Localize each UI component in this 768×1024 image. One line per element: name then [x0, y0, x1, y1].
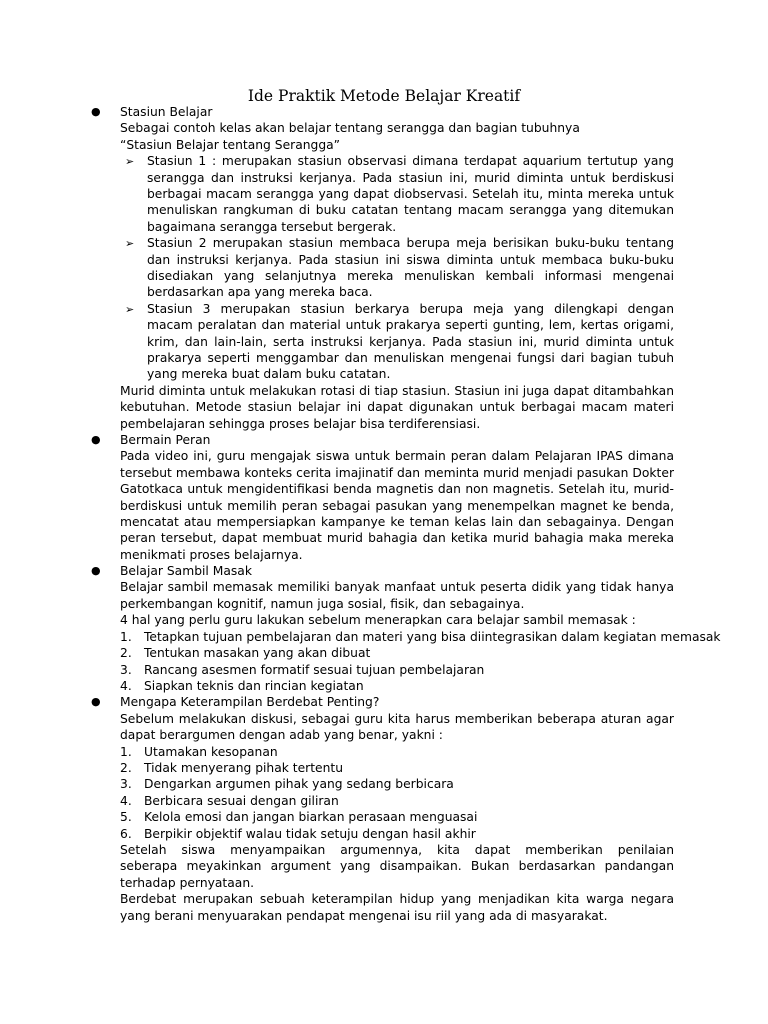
list-number: 1.	[120, 629, 132, 644]
section-heading: Stasiun Belajar	[120, 105, 213, 119]
arrow-list-item-3	[120, 301, 674, 383]
section-4	[91, 694, 674, 924]
list-item-line: prakarya seperti menggambar dan menuliskan mengenai fungsi dari bagian tubuh	[147, 350, 674, 365]
paragraph-line: berdiskusi untuk memilih peran sebagai pasukan yang menempelkan magnet ke benda,	[120, 498, 674, 513]
paragraph-line: terhadap pernyataan.	[120, 875, 255, 890]
numbered-list-item	[120, 662, 674, 678]
paragraph-line: kebutuhan. Metode stasiun belajar ini dapat digunakan untuk berbagai macam materi	[120, 400, 674, 415]
list-item-line: Stasiun 2 merupakan stasiun membaca berupa meja berisikan buku-buku tentang	[147, 236, 674, 251]
paragraph-line: Murid diminta untuk melakukan rotasi di tiap stasiun. Stasiun ini juga dapat ditambahkan	[120, 383, 674, 398]
section-2	[91, 432, 674, 563]
list-item-line: bagaimana serangga tersebut bergerak.	[147, 219, 397, 234]
section-heading: Bermain Peran	[120, 432, 211, 447]
numbered-list-item	[120, 776, 674, 792]
numbered-list-item	[120, 809, 674, 825]
numbered-list-item	[120, 678, 674, 694]
section-3	[91, 563, 721, 694]
list-number: 3.	[120, 777, 132, 792]
list-item-line: krim, dan lain-lain, serta instruksi kerjanya. Pada stasiun ini, murid diminta untuk	[147, 334, 674, 349]
paragraph-line: dapat berargumen dengan adab yang benar, yakni :	[120, 728, 443, 743]
list-item-line: dan instruksi kerjanya. Pada stasiun ini siswa diminta untuk membaca buku-buku	[147, 252, 674, 267]
list-item-line: disediakan yang selanjutnya mereka menuliskan kembali informasi mengenai	[147, 268, 674, 283]
list-item-text: Tidak menyerang pihak tertentu	[144, 760, 344, 775]
numbered-list-item	[120, 760, 674, 776]
list-number: 2.	[120, 646, 132, 661]
document-title: Ide Praktik Metode Belajar Kreatif	[247, 87, 521, 105]
paragraph-line: seberapa meyakinkan argument yang disampaikan. Bukan berdasarkan pandangan	[120, 859, 674, 874]
list-number: 2.	[120, 760, 132, 775]
list-item-line: berbagai macam serangga yang dapat diobservasi. Setelah itu, minta mereka untuk	[147, 187, 674, 201]
list-number: 4.	[120, 678, 132, 693]
list-number: 3.	[120, 662, 132, 677]
list-item-text: Kelola emosi dan jangan biarkan perasaan menguasai	[144, 810, 478, 825]
numbered-list-item	[120, 826, 674, 842]
paragraph-line: yang berani menyuarakan pendapat mengenai isu riil yang ada di masyarakat.	[120, 908, 608, 923]
arrow-bullet-icon: ➢	[125, 302, 135, 316]
list-item-text: Dengarkan argumen pihak yang sedang berbicara	[144, 777, 454, 792]
list-item-line: macam peralatan dan material untuk prakarya seperti gunting, lem, kertas origami,	[147, 318, 674, 333]
section-heading: Belajar Sambil Masak	[120, 564, 252, 579]
bullet-icon: ●	[91, 105, 101, 118]
paragraph-line: Belajar sambil memasak memiliki banyak manfaat untuk peserta didik yang tidak hanya	[120, 580, 674, 595]
paragraph-line: Sebagai contoh kelas akan belajar tentang serangga dan bagian tubuhnya	[120, 121, 580, 136]
arrow-list-item-1	[120, 153, 674, 235]
list-item-line: Stasiun 1 : merupakan stasiun observasi dimana terdapat aquarium tertutup yang	[147, 154, 674, 169]
paragraph-line: perkembangan kognitif, namun juga sosial, fisik, dan sebagainya.	[120, 596, 525, 611]
list-number: 5.	[120, 810, 132, 825]
list-item-text: Berbicara sesuai dengan giliran	[144, 793, 339, 808]
paragraph-line: Pada video ini, guru mengajak siswa untuk bermain peran dalam Pelajaran IPAS dimana	[120, 449, 674, 464]
list-item-line: menuliskan rangkuman di buku catatan tentang macam serangga yang ditemukan	[147, 203, 674, 218]
paragraph-line: Setelah siswa menyampaikan argumennya, kita dapat memberikan penilaian	[120, 842, 674, 857]
numbered-list-item	[120, 645, 674, 661]
numbered-list-item	[120, 744, 674, 760]
paragraph-line: peran tersebut, dapat membuat murid bahagia dan ketika murid bahagia maka mereka	[120, 531, 674, 546]
list-item-line: berdasarkan apa yang mereka baca.	[147, 285, 373, 300]
arrow-bullet-icon: ➢	[125, 237, 135, 251]
list-number: 6.	[120, 826, 132, 841]
list-item-line: yang mereka buat dalam buku catatan.	[147, 367, 391, 382]
paragraph-line: “Stasiun Belajar tentang Serangga”	[120, 137, 341, 152]
list-item-text: Siapkan teknis dan rincian kegiatan	[144, 678, 364, 693]
list-item-line: Stasiun 3 merupakan stasiun berkarya berupa meja yang dilengkapi dengan	[147, 301, 674, 316]
section-1	[91, 104, 674, 432]
document-body	[91, 104, 721, 924]
list-item-text: Rancang asesmen formatif sesuai tujuan pembelajaran	[144, 662, 485, 677]
list-number: 1.	[120, 744, 132, 759]
numbered-list-item	[120, 629, 721, 645]
bullet-icon: ●	[91, 432, 101, 446]
list-item-text: Utamakan kesopanan	[144, 744, 278, 759]
paragraph-line: mencatat atau mempersiapkan kampanye ke teman kelas lain dan sebagainya. Dengan	[120, 514, 674, 529]
list-number: 4.	[120, 793, 132, 808]
paragraph-line: tersebut membawa konteks cerita imajinatif dan meminta murid menjadi pasukan Dokter	[120, 465, 674, 480]
paragraph-line: menikmati proses belajarnya.	[120, 547, 303, 562]
numbered-list-item	[120, 793, 674, 809]
arrow-bullet-icon: ➢	[125, 155, 135, 169]
paragraph-line: pembelajaran sehingga proses belajar bisa terdiferensiasi.	[120, 416, 481, 431]
bullet-icon: ●	[91, 695, 101, 709]
list-item-text: Tentukan masakan yang akan dibuat	[144, 646, 371, 661]
list-item-text: Berpikir objektif walau tidak setuju dengan hasil akhir	[144, 826, 476, 841]
list-item-line: serangga dan instruksi kerjanya. Pada stasiun ini, murid diminta untuk berdiskusi	[147, 170, 674, 185]
paragraph-line: Gatotkaca untuk mengidentifikasi benda magnetis dan non magnetis. Setelah itu, murid-	[120, 482, 674, 497]
section-heading: Mengapa Keterampilan Berdebat Penting?	[120, 695, 380, 710]
bullet-icon: ●	[91, 564, 101, 578]
list-item-text: Tetapkan tujuan pembelajaran dan materi yang bisa diintegrasikan dalam kegiatan memasak	[144, 629, 721, 644]
paragraph-line: Berdebat merupakan sebuah keterampilan hidup yang menjadikan kita warga negara	[120, 892, 674, 907]
arrow-list-item-2	[120, 235, 674, 301]
paragraph-line: Sebelum melakukan diskusi, sebagai guru kita harus memberikan beberapa aturan agar	[120, 711, 674, 726]
paragraph-line: 4 hal yang perlu guru lakukan sebelum menerapkan cara belajar sambil memasak :	[120, 613, 636, 628]
